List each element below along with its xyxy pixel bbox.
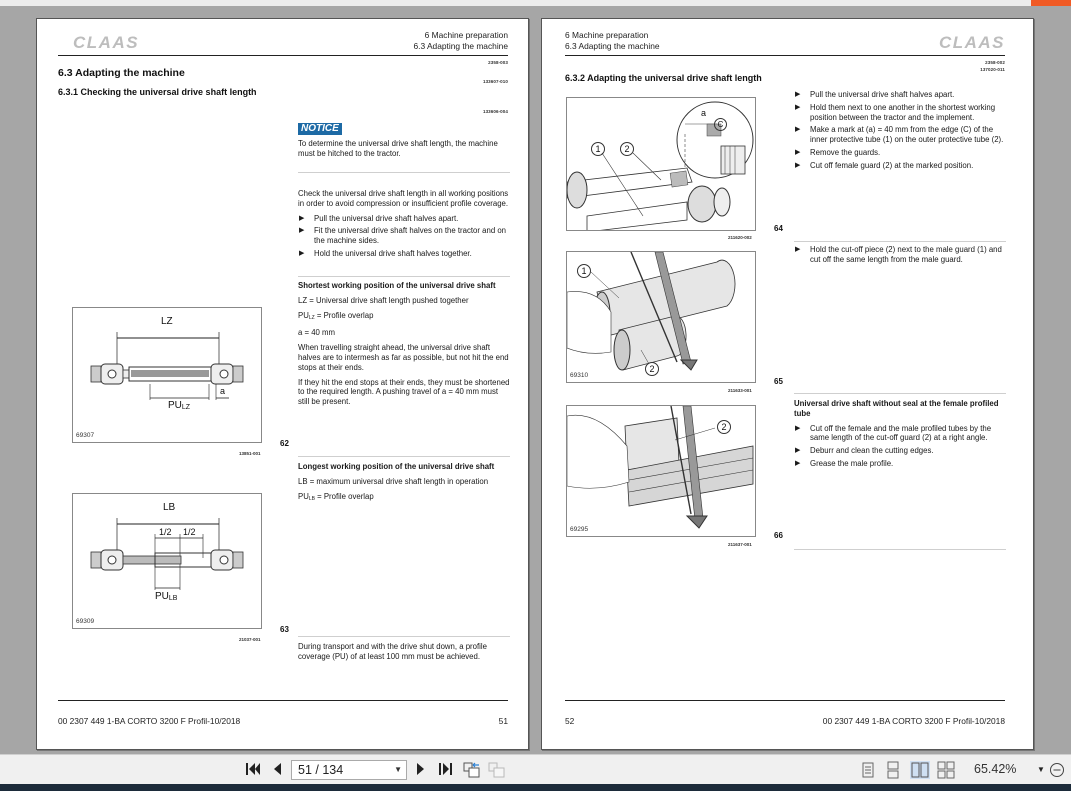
first-page-icon — [245, 762, 261, 776]
viewer-toolbar — [0, 754, 1071, 784]
zoom-dropdown-button[interactable] — [1036, 762, 1046, 778]
pu-subscript: LB — [308, 495, 315, 502]
shortest-heading: Shortest working position of the universal drive shaft — [298, 281, 496, 290]
pu-text: PU — [168, 400, 182, 411]
guards-side-by-side-illustration — [567, 252, 756, 383]
drive-shaft-pushed-together-illustration — [73, 308, 262, 443]
figure-code: 13851-001 — [239, 451, 261, 456]
separator — [298, 636, 510, 637]
callout-2: 2 — [620, 142, 634, 156]
pu-lb-label — [155, 591, 177, 602]
notice-text: To determine the universal drive shaft length, the machine must be hitched to the tractor. — [298, 138, 498, 158]
pu-sub: LB — [168, 595, 178, 602]
pu-subscript: LZ — [308, 314, 315, 321]
single-page-view-button[interactable] — [858, 761, 878, 779]
pu-sub: LZ — [181, 404, 191, 411]
prev-page-icon — [272, 762, 282, 776]
figure-65-measuring-illustration — [566, 251, 756, 383]
noseal-heading: Universal drive shaft without seal at the female profiled tube — [794, 399, 999, 418]
step-list — [794, 245, 1006, 265]
a-definition: a = 40 mm — [298, 328, 336, 338]
header-chapter: 6 Machine preparation — [565, 30, 649, 40]
step-list — [298, 214, 510, 259]
figure-code: 211633-001 — [728, 388, 752, 393]
step-item: ▶ Hold the cut-off piece (2) next to the male guard (1) and cut off the same length from the male guard. — [794, 245, 1006, 265]
half-label: 1/2 — [183, 527, 196, 537]
step-item: ▶ Pull the universal drive shaft halves apart. — [298, 214, 510, 224]
shortest-block — [298, 281, 510, 412]
document-viewer[interactable] — [0, 6, 1071, 754]
footer-rule — [58, 700, 508, 701]
claas-logo: CLAAS — [73, 33, 140, 52]
step-item: ▶ Remove the guards. — [794, 148, 1006, 158]
step-item: ▶ Cut off female guard (2) at the marked position. — [794, 161, 1006, 171]
chevron-down-icon: ▼ — [1037, 765, 1045, 774]
section-title: 6.3 Adapting the machine — [58, 67, 185, 79]
doc-code: 2358-003 — [488, 60, 508, 65]
header-section: 6.3 Adapting the machine — [413, 41, 508, 51]
figure-code: 211637-001 — [728, 542, 752, 547]
lz-label: LZ — [161, 316, 173, 327]
noseal-block — [794, 399, 1006, 472]
figure-id: 69310 — [570, 372, 589, 379]
next-page-icon — [416, 762, 426, 776]
doc-code: 137020-011 — [980, 67, 1005, 72]
figure-66-cutting-illustration — [566, 405, 756, 537]
pu-def: = Profile overlap — [314, 491, 374, 501]
callout-2: 2 — [717, 420, 731, 434]
footer-doc-number: 00 2307 449 1-BA CORTO 3200 F Profil-10/2018 — [58, 716, 241, 726]
go-forward-view-button[interactable] — [488, 762, 506, 778]
zoom-level[interactable]: 65.42% — [974, 762, 1017, 776]
page-number-value: 51 / 134 — [298, 763, 344, 777]
callout-c: C — [714, 118, 727, 131]
next-view-icon — [488, 762, 506, 778]
steps-block-2 — [794, 245, 1006, 268]
zoom-out-icon — [1049, 762, 1065, 778]
header-section: 6.3 Adapting the machine — [565, 41, 660, 51]
figure-code: 21037-001 — [239, 637, 261, 642]
separator — [794, 241, 1006, 242]
step-item: ▶ Deburr and clean the cutting edges. — [794, 446, 1006, 456]
two-page-view-button[interactable] — [910, 761, 930, 779]
callout-1: 1 — [591, 142, 605, 156]
pu-lz-label — [168, 400, 190, 411]
step-item: ▶ Fit the universal drive shaft halves on the tractor and on the machine sides. — [298, 226, 510, 246]
figure-id: 69309 — [76, 618, 95, 625]
running-header — [565, 30, 660, 52]
claas-logo: CLAAS — [938, 33, 1005, 52]
shortest-para: If they hit the end stops at their ends, they must be shortened to the required length. A pushing travel of a = 40 mm must still be present. — [298, 377, 510, 407]
step-list — [794, 424, 1006, 469]
step-item: ▶ Grease the male profile. — [794, 459, 1006, 469]
step-item: ▶ Cut off the female and the male profiled tubes by the same length of the cut-off guard (2) at a right angle. — [794, 424, 1006, 444]
separator — [794, 393, 1006, 394]
figure-64-marking-illustration — [566, 97, 756, 231]
separator — [298, 276, 510, 277]
page-52 — [541, 18, 1034, 750]
step-item: ▶ Hold the universal drive shaft halves together. — [298, 249, 510, 259]
shortest-para: When travelling straight ahead, the universal drive shaft halves are to intermesh as far as possible, but not hit the end stops at their ends. — [298, 343, 509, 372]
a-label: a — [220, 386, 226, 396]
last-page-icon — [438, 762, 454, 776]
header-chapter: 6 Machine preparation — [424, 30, 508, 40]
two-page-continuous-view-button[interactable] — [936, 761, 956, 779]
drive-shaft-marking-illustration — [567, 98, 756, 231]
pu-label: PU — [298, 310, 309, 320]
page-51 — [36, 18, 529, 750]
callout-2: 2 — [645, 362, 659, 376]
previous-view-icon — [463, 762, 481, 778]
callout-1: 1 — [577, 264, 591, 278]
separator — [298, 172, 510, 173]
longest-heading: Longest working position of the universal drive shaft — [298, 462, 495, 471]
lb-label: LB — [163, 502, 176, 513]
two-page-icon — [910, 761, 930, 779]
lb-definition: LB = maximum universal drive shaft length in operation — [298, 476, 489, 486]
figure-id: 69295 — [570, 526, 589, 533]
transport-note: During transport and with the drive shut down, a profile coverage (PU) of at least 100 mm must be achieved. — [298, 642, 487, 661]
figure-number: 64 — [774, 224, 783, 233]
two-page-continuous-icon — [936, 761, 956, 779]
os-taskbar — [0, 784, 1071, 791]
figure-number: 63 — [280, 625, 289, 634]
first-page-button[interactable] — [244, 762, 262, 778]
step-item: ▶ Pull the universal drive shaft halves apart. — [794, 90, 1006, 100]
separator — [794, 549, 1006, 550]
drive-shaft-extended-illustration — [73, 494, 262, 629]
figure-id: 69307 — [76, 432, 95, 439]
pu-lb-definition — [298, 492, 510, 505]
page-number-select[interactable] — [291, 760, 407, 780]
footer-page-number: 52 — [565, 716, 575, 726]
intro-block — [298, 189, 510, 262]
pu-label: PU — [298, 491, 309, 501]
continuous-page-icon — [883, 761, 903, 779]
separator — [298, 456, 510, 457]
step-item: ▶ Hold them next to one another in the shortest working position between the tractor and the implement. — [794, 103, 1006, 123]
continuous-view-button[interactable] — [883, 761, 903, 779]
intro-text: Check the universal drive shaft length in all working positions in order to avoid compression or insufficient profile coverage. — [298, 189, 509, 208]
longest-block — [298, 462, 510, 509]
steps-block-1 — [794, 90, 1006, 174]
footer-rule — [565, 700, 1005, 701]
figure-code: 211620-002 — [728, 235, 752, 240]
figure-number: 66 — [774, 531, 783, 540]
footer-doc-number: 00 2307 449 1-BA CORTO 3200 F Profil-10/2018 — [822, 716, 1005, 726]
pu-text: PU — [155, 591, 169, 602]
step-list — [794, 90, 1006, 171]
half-label: 1/2 — [159, 527, 172, 537]
running-header — [413, 30, 508, 52]
zoom-out-button[interactable] — [1048, 762, 1066, 778]
doc-code: 2358-002 — [985, 60, 1005, 65]
next-page-button[interactable] — [414, 762, 428, 778]
step-item: ▶ Make a mark at (a) = 40 mm from the edge (C) of the inner protective tube (1) on the outer protective tube (2). — [794, 125, 1006, 145]
header-rule — [565, 55, 1005, 56]
last-page-button[interactable] — [437, 762, 455, 778]
go-back-view-button[interactable] — [463, 762, 481, 778]
subsection-title: 6.3.1 Checking the universal drive shaft length — [58, 87, 257, 97]
notice-badge: NOTICE — [298, 123, 342, 135]
figure-number: 65 — [774, 377, 783, 386]
figure-62-lz-diagram — [72, 307, 262, 443]
figure-number: 62 — [280, 439, 289, 448]
previous-page-button[interactable] — [270, 762, 284, 778]
doc-code: 133607-010 — [482, 79, 508, 84]
lz-definition: LZ = Universal drive shaft length pushed together — [298, 295, 469, 305]
a-label: a — [701, 108, 707, 118]
doc-code: 133606-004 — [482, 109, 508, 114]
chevron-down-icon: ▼ — [394, 765, 402, 774]
footer-page-number: 51 — [498, 716, 508, 726]
figure-63-lb-diagram — [72, 493, 262, 629]
subsection-title: 6.3.2 Adapting the universal drive shaft length — [565, 73, 762, 83]
notice-block — [298, 123, 510, 163]
header-rule — [58, 55, 508, 56]
pu-def: = Profile overlap — [314, 310, 374, 320]
single-page-icon — [858, 761, 878, 779]
pu-lz-definition — [298, 311, 510, 324]
